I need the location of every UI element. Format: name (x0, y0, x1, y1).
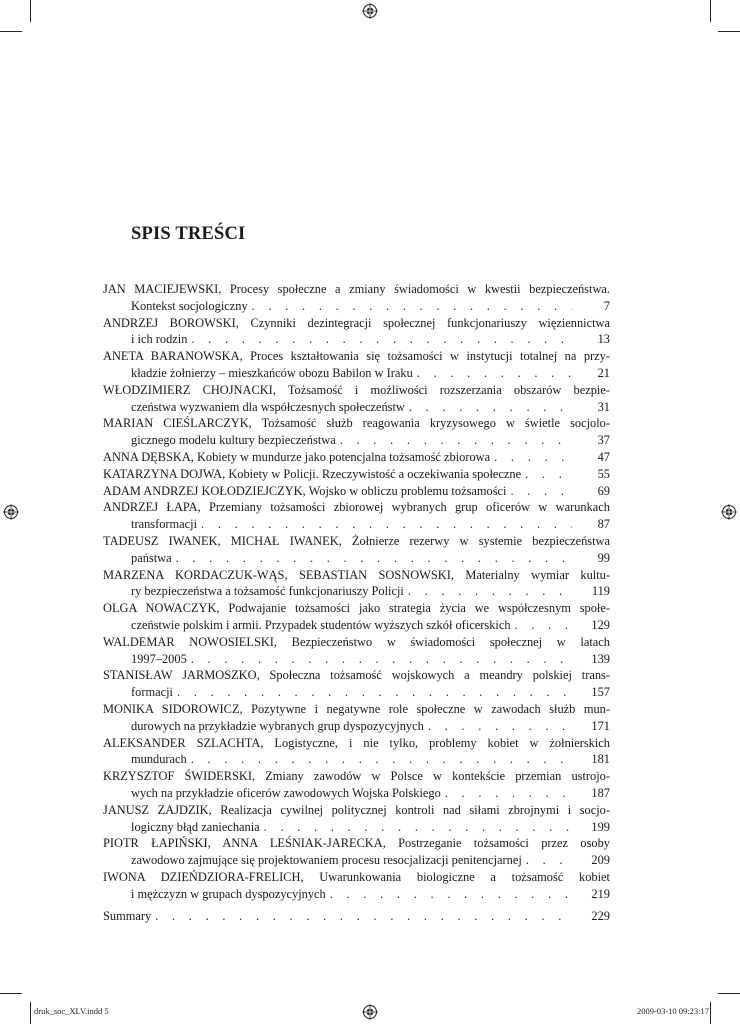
toc-entry-title-line: WALDEMAR NOWOSIELSKI, Bezpieczeństwo w świadomości społecznej w latach (103, 634, 610, 649)
toc-entry (103, 735, 610, 769)
toc-entry (103, 869, 610, 903)
toc-page-number: 69 (597, 483, 610, 498)
toc-entry (103, 466, 610, 483)
toc-entry (103, 348, 610, 382)
dot-leader (417, 365, 572, 382)
dot-leader (408, 583, 572, 600)
toc-entry (103, 768, 610, 802)
toc-page-number: 199 (591, 819, 610, 834)
dot-leader (177, 684, 572, 701)
toc-page-number: 187 (591, 785, 610, 800)
dot-leader (340, 432, 572, 449)
toc-entry-title-line: ANDRZEJ ŁAPA, Przemiany tożsamości zbiorowej wybranych grup oficerów w warunkach (103, 500, 610, 515)
toc-entry-title-line: ANETA BARANOWSKA, Proces kształtowania się tożsamości w instytucji totalnej na przy- (103, 349, 610, 364)
dot-leader (525, 466, 572, 483)
registration-mark-icon (362, 1004, 378, 1020)
toc-entry (103, 499, 610, 533)
toc-entry-title-end: ANNA DĘBSKA, Kobiety w mundurze jako potencjalna tożsamość zbiorowa (103, 449, 491, 464)
toc-entry-summary (103, 908, 610, 925)
toc-page-number: 181 (591, 752, 610, 767)
print-slug-datetime: 2009-03-10 09:23:17 (636, 1006, 709, 1016)
toc-page-number: 7 (603, 298, 610, 313)
toc-entry-title-line: STANISŁAW JARMOSZKO, Społeczna tożsamość wojskowych a meandry polskiej trans- (103, 668, 610, 683)
toc-entry (103, 701, 610, 735)
toc-entry-title-line: WŁODZIMIERZ CHOJNACKI, Tożsamość i możliwości rozszerzania obszarów bezpie- (103, 382, 610, 397)
toc-entry (103, 483, 610, 500)
dot-leader (201, 516, 572, 533)
toc-page-number: 129 (591, 617, 610, 632)
toc-page-number: 99 (597, 550, 610, 565)
toc-entry-title-line: JAN MACIEJEWSKI, Procesy społeczne a zmiany świadomości w kwestii bezpieczeństwa. (103, 282, 610, 296)
toc-entry-title-end: 1997–2005 (131, 651, 187, 666)
dot-leader (191, 751, 572, 768)
dot-leader (191, 331, 572, 348)
toc-entry (103, 567, 610, 601)
dot-leader (155, 908, 572, 925)
toc-entry-title-line: IWONA DZIEŃDZIORA-FRELICH, Uwarunkowania biologiczne a tożsamość kobiet (103, 869, 610, 884)
toc-entry-title-end: czeństwa wyzwaniem dla współczesnych społeczeństw (131, 399, 405, 414)
dot-leader (511, 483, 573, 500)
toc-entry (103, 634, 610, 668)
toc-page-number: 31 (597, 399, 610, 414)
toc-entry-title-line: OLGA NOWACZYK, Podwajanie tożsamości jako strategia życia we współczesnym społe- (103, 601, 610, 616)
toc-entry-title-end: logiczny błąd zaniechania (131, 819, 260, 834)
toc-page-number: 139 (591, 651, 610, 666)
dot-leader (409, 399, 572, 416)
toc-entry (103, 415, 610, 449)
toc-entry (103, 533, 610, 567)
registration-mark-icon (362, 3, 378, 19)
dot-leader (494, 449, 572, 466)
toc-entry (103, 802, 610, 836)
toc-entry-title-end: i mężczyzn w grupach dyspozycyjnych (131, 886, 326, 901)
toc-entry-title-end: ry bezpieczeństwa a tożsamość funkcjonariuszy Policji (131, 584, 404, 599)
dot-leader (176, 550, 572, 567)
toc-entry-title-line: MONIKA SIDOROWICZ, Pozytywne i negatywne role społeczne w zawodach służb mun- (103, 701, 610, 716)
registration-mark-icon (3, 504, 19, 520)
toc-entry-title-end: formacji (131, 685, 173, 700)
toc-entry-title-line: PIOTR ŁAPIŃSKI, ANNA LEŚNIAK-JARECKA, Postrzeganie tożsamości przez osoby (103, 836, 610, 851)
table-of-contents (103, 281, 610, 925)
registration-mark-icon (721, 504, 737, 520)
toc-page-number: 21 (597, 365, 610, 380)
toc-page-number: 219 (591, 886, 610, 901)
toc-entry-title-end: ADAM ANDRZEJ KOŁODZIEJCZYK, Wojsko w obliczu problemu tożsamości (103, 483, 507, 498)
toc-page-number: 157 (591, 685, 610, 700)
toc-page-number: 37 (597, 433, 610, 448)
toc-page-number: 47 (597, 449, 610, 464)
toc-page-number: 119 (591, 584, 610, 599)
toc-page-number: 13 (597, 332, 610, 347)
toc-entry-title-line: KRZYSZTOF ŚWIDERSKI, Zmiany zawodów w Polsce w kontekście przemian ustrojo- (103, 769, 610, 784)
toc-entry-title-line: JANUSZ ZAJDZIK, Realizacja cywilnej politycznej kontroli nad siłami zbrojnymi i socjo- (103, 802, 610, 817)
toc-entry-title-end: KATARZYNA DOJWA, Kobiety w Policji. Rzeczywistość a oczekiwania społeczne (103, 466, 522, 481)
dot-leader (252, 298, 572, 315)
toc-entry (103, 600, 610, 634)
dot-leader (526, 852, 572, 869)
toc-entry-title-end: Kontekst socjologiczny (131, 298, 248, 313)
toc-entry-title-end: i ich rodzin (131, 332, 188, 347)
toc-entry-title-end: zawodowo zajmujące się projektowaniem procesu resocjalizacji penitencjarnej (131, 853, 522, 868)
toc-entry-title-line: MARIAN CIEŚLARCZYK, Tożsamość służb reagowania kryzysowego w świetle socjolo- (103, 416, 610, 431)
toc-entry-title-end: mundurach (131, 752, 187, 767)
toc-page-number: 209 (591, 853, 610, 868)
toc-page-number: 87 (597, 517, 610, 532)
page-title: SPIS TREŚCI (131, 224, 246, 244)
toc-entry-title-line: ANDRZEJ BOROWSKI, Czynniki dezintegracji społecznej funkcjonariuszy więziennictwa (103, 315, 610, 330)
dot-leader (191, 651, 572, 668)
toc-page-number: 55 (597, 466, 610, 481)
toc-entry-title-line: TADEUSZ IWANEK, MICHAŁ IWANEK, Żołnierze rezerwy w systemie bezpieczeństwa (103, 533, 610, 548)
toc-entry (103, 667, 610, 701)
toc-entry-title-end: kładzie żołnierzy – mieszkańców obozu Babilon w Iraku (131, 365, 413, 380)
toc-entry-title-line: MARZENA KORDACZUK-WĄS, SEBASTIAN SOSNOWSKI, Materialny wymiar kultu- (103, 567, 610, 582)
toc-page-number: 229 (591, 909, 610, 924)
toc-entry (103, 835, 610, 869)
dot-leader (515, 617, 572, 634)
dot-leader (330, 886, 572, 903)
dot-leader (445, 785, 572, 802)
toc-entry-title-end: wych na przykładzie oficerów zawodowych Wojska Polskiego (131, 785, 441, 800)
toc-entry-title-line: ALEKSANDER SZLACHTA, Logistyczne, i nie tylko, problemy kobiet w żołnierskich (103, 735, 610, 750)
print-slug-file: druk_soc_XLV.indd 5 (34, 1006, 109, 1016)
toc-entry (103, 449, 610, 466)
dot-leader (264, 819, 572, 836)
toc-entry (103, 315, 610, 349)
toc-entry-title-end: państwa (131, 550, 172, 565)
toc-entry-title-end: Summary (103, 909, 152, 924)
toc-entry-title-end: czeństwie polskim i armii. Przypadek studentów wyższych szkół oficerskich (131, 617, 511, 632)
dot-leader (428, 718, 572, 735)
toc-entry (103, 281, 610, 315)
toc-page-number: 171 (591, 718, 610, 733)
toc-entry (103, 382, 610, 416)
toc-entry-title-end: transformacji (131, 517, 198, 532)
toc-entry-title-end: durowych na przykładzie wybranych grup dyspozycyjnych (131, 718, 424, 733)
toc-entry-title-end: gicznego modelu kultury bezpieczeństwa (131, 433, 336, 448)
